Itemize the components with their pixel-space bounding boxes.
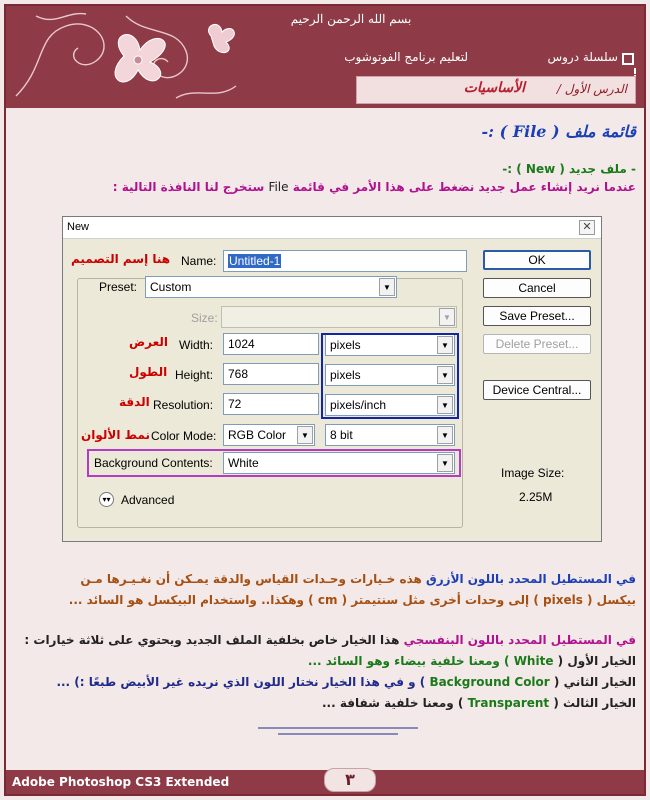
image-size-label: Image Size: [501,466,565,480]
background-select[interactable] [223,452,455,474]
dialog-titlebar [63,217,601,239]
color-mode-annotation: نمط الألوان [81,428,151,442]
blue-explanation-line2 [69,593,636,607]
preset-label: Preset: [99,280,138,294]
intro-text [113,180,636,194]
blue-line2: بيكسل ( pixels ) إلى وحدات أخرى مثل سنتيمتر ( cm ) وهكذا.. [261,593,636,607]
chevron-down-icon: ▼ [439,308,455,326]
image-size-value: 2.25M [519,490,553,504]
opt2-a: الخيار الثاني ( [553,675,636,689]
lesson-bar [356,76,636,104]
bit-depth-select[interactable] [325,424,455,446]
purple-text: هذا الخيار خاص بخلفية الملف الجديد ويحتوي على ثلاثة خيارات : [24,633,400,647]
purple-explanation [24,633,636,647]
preset-select[interactable] [145,276,397,298]
series-label: سلسلة دروس [547,50,618,64]
chevron-down-icon: ▼ [437,336,453,354]
chevron-down-icon: ▼ [437,396,453,414]
name-annotation: هنا إسم التصميم [71,252,171,266]
opt2-c: ) و في هذا الخيار نختار اللون الذي نريده غير الأبيض طبعًا :) ... [56,675,426,689]
width-annotation: العرض [129,335,168,349]
save-preset-button[interactable]: Save Preset... [483,306,591,326]
opt1-a: الخيار الأول ( [557,654,636,668]
resolution-annotation: الدقة [119,395,150,409]
floral-ornament-icon [6,6,246,108]
intro-part1: عندما نريد إنشاء عمل جديد نضغط على هذا الأمر في قائمة [292,180,636,194]
page-number: ٣ [324,768,376,792]
lesson-number: الدرس الأول / [556,82,627,96]
option-three [322,696,636,710]
width-unit-value: pixels [330,338,361,352]
blue-lead: في المستطيل المحدد باللون الأزرق [426,572,636,586]
chevron-down-icon: ▼ [379,278,395,296]
footer-product: Adobe Photoshop CS3 Extended [12,775,230,789]
device-central-button[interactable]: Device Central... [483,380,591,400]
width-label: Width: [179,338,214,352]
new-document-dialog [62,216,602,542]
background-label: Background Contents: [94,456,213,470]
height-annotation: الطول [129,365,168,379]
ok-button[interactable]: OK [483,250,591,270]
expand-advanced-icon[interactable]: ▾▾ [99,492,114,507]
divider-ornament-icon [258,724,418,738]
opt3-a: الخيار الثالث ( [553,696,636,710]
advanced-label: Advanced [121,493,175,507]
height-input[interactable]: 768 [223,363,319,385]
cancel-button[interactable]: Cancel [483,278,591,298]
opt3-b: Transparent [467,696,550,710]
resolution-unit-value: pixels/inch [330,398,387,412]
size-label: Size: [191,311,218,325]
preset-value: Custom [150,280,192,294]
opt1-b: White [513,654,554,668]
header-banner [6,6,644,108]
lesson-name: الأساسيات [463,80,525,96]
dialog-title: New [67,221,90,233]
size-select [221,306,457,328]
color-mode-label: Color Mode: [151,429,217,443]
name-value: Untitled-1 [229,254,281,268]
chevron-down-icon: ▼ [437,366,453,384]
bit-depth-value: 8 bit [330,428,353,442]
color-mode-value: RGB Color [228,428,287,442]
close-icon[interactable]: ✕ [579,220,595,235]
series-row [246,48,626,70]
option-one [308,654,636,668]
blue-explanation-line1 [80,572,636,586]
background-value: White [228,456,259,470]
chevron-down-icon: ▼ [437,426,453,444]
delete-preset-button: Delete Preset... [483,334,591,354]
name-label: Name: [181,254,217,268]
name-input[interactable] [223,250,467,272]
opt3-c: ) ومعنا خلفية شفافة ... [322,696,464,710]
section-title: قائمة ملف ( File ) :- [481,122,636,141]
intro-file-word: File [268,180,289,194]
opt2-b: Background Color [429,675,550,689]
footer-bar [6,770,644,794]
subsection-title: - ملف جديد ( New ) :- [502,162,636,176]
blue-line2-end: واستخدام البيكسل هو السائد ... [68,593,257,607]
resolution-input[interactable]: 72 [223,393,319,415]
basmala: بسم الله الرحمن الرحيم [290,12,412,26]
units-highlight-box [321,333,459,419]
intro-part2: ستخرج لنا النافذة التالية : [112,180,265,194]
option-two [56,675,636,689]
series-topic: لتعليم برنامج الفوتوشوب [344,50,468,64]
height-unit-value: pixels [330,368,361,382]
square-bullet-icon [622,53,634,65]
purple-lead: في المستطيل المحدد باللون البنفسجي [403,633,636,647]
height-label: Height: [175,368,214,382]
chevron-down-icon: ▼ [437,454,453,472]
blue-text: هذه خـيارات وحـدات القياس والدقة يمـكن أن نغـيـرها مـن [80,572,422,586]
opt1-c: ) ومعنا خلفية بيضاء وهو السائد ... [307,654,510,668]
resolution-label: Resolution: [153,398,214,412]
chevron-down-icon: ▼ [297,426,313,444]
color-mode-select[interactable] [223,424,315,446]
width-input[interactable]: 1024 [223,333,319,355]
